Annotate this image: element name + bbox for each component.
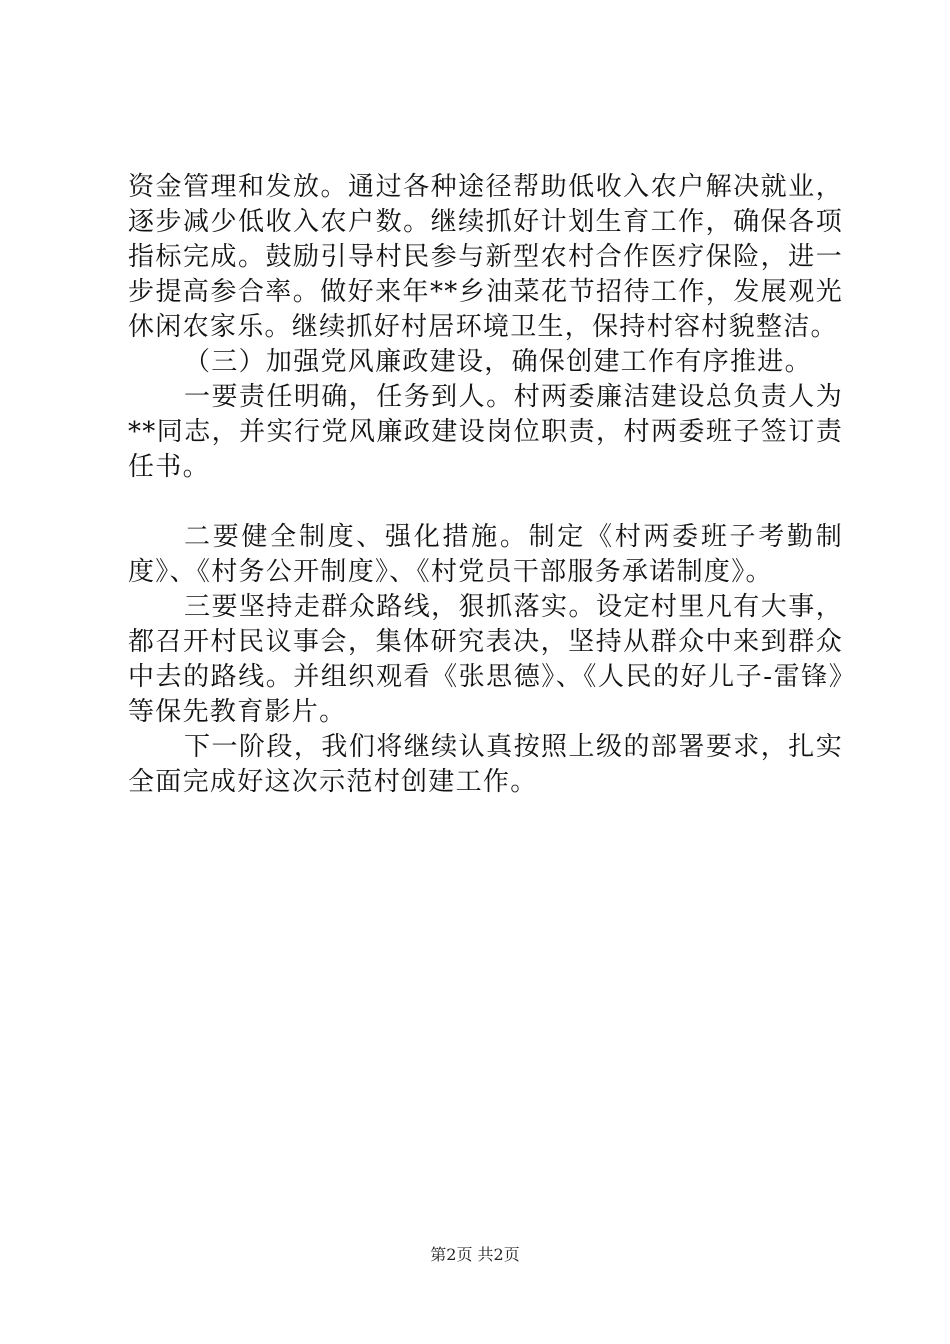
paragraph-gap — [128, 485, 843, 520]
page-footer: 第2页 共2页 — [430, 1245, 520, 1264]
section-heading: （三）加强党风廉政建设，确保创建工作有序推进。 — [184, 347, 812, 377]
paragraph-next-stage: 下一阶段，我们将继续认真按照上级的部署要求，扎实全面完成好这次示范村创建工作。 — [128, 732, 843, 797]
paragraph-responsibility: 一要责任明确，任务到人。村两委廉洁建设总负责人为**同志，并实行党风廉政建设岗位职责，村两委班子签订责任书。 — [128, 382, 843, 482]
paragraph-systems: 二要健全制度、强化措施。制定《村两委班子考勤制度》、《村务公开制度》、《村党员干部服务承诺制度》。 — [128, 522, 843, 587]
document-body — [128, 170, 843, 800]
paragraph-continuation: 资金管理和发放。通过各种途径帮助低收入农户解决就业，逐步减少低收入农户数。继续抓好计划生育工作，确保各项指标完成。鼓励引导村民参与新型农村合作医疗保险，进一步提高参合率。做好来年**乡油菜花节招待工作，发展观光休闲农家乐。继续抓好村居环境卫生，保持村容村貌整洁。 — [128, 172, 843, 342]
paragraph-mass-line: 三要坚持走群众路线，狠抓落实。设定村里凡有大事，都召开村民议事会，集体研究表决，坚持从群众中来到群众中去的路线。并组织观看《张思德》、《人民的好儿子-雷锋》等保先教育影片。 — [128, 592, 843, 727]
